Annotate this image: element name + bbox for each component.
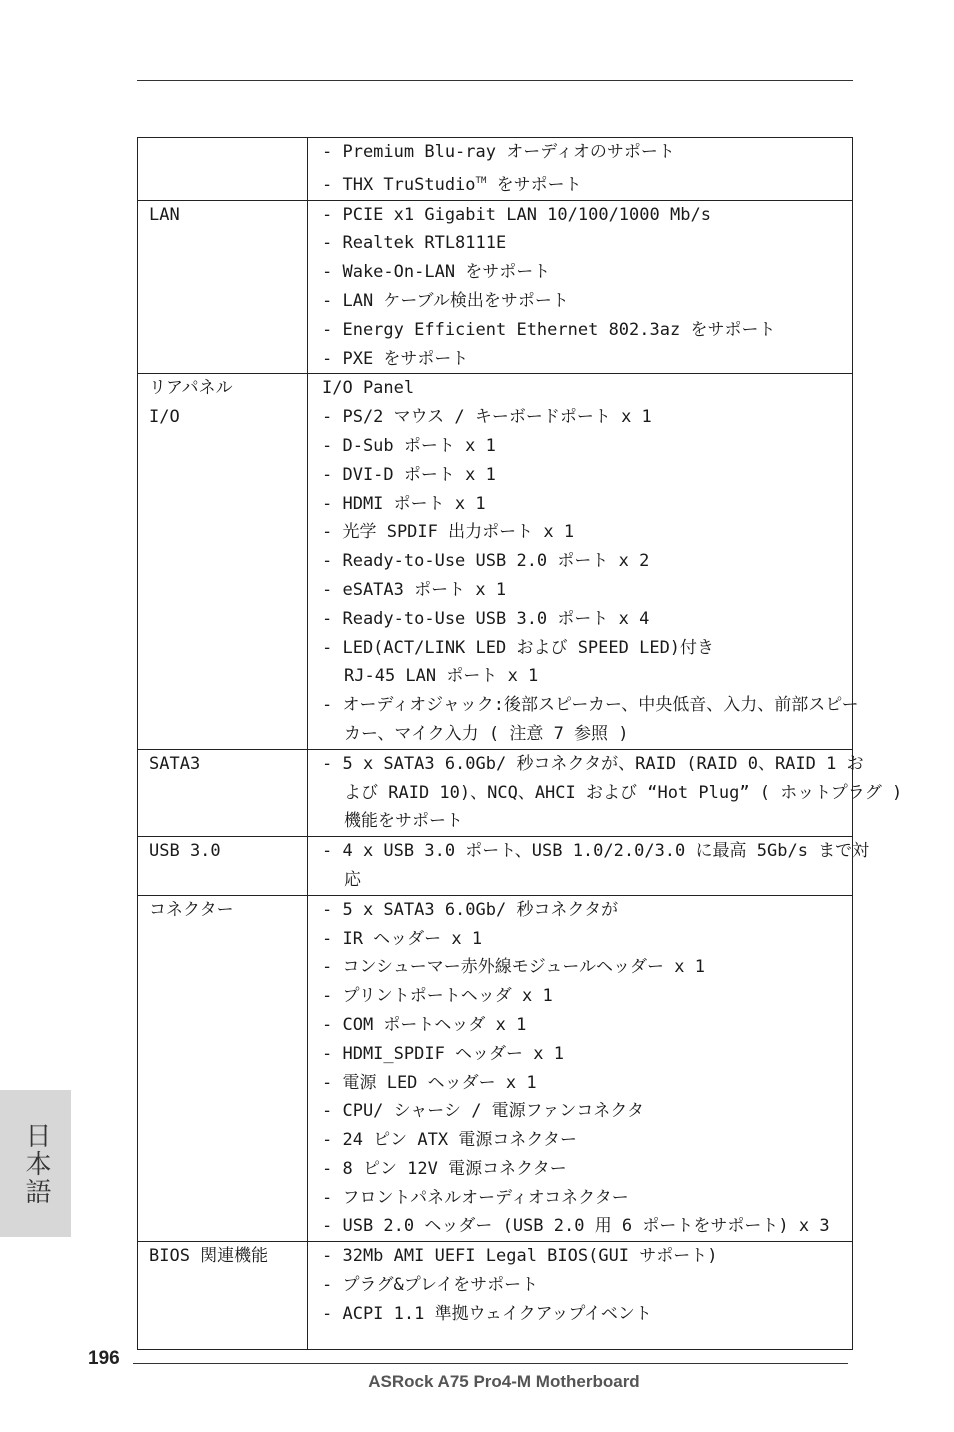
- bottom-rule: [133, 1363, 848, 1364]
- spec-line: - Energy Efficient Ethernet 802.3az をサポート: [322, 319, 776, 340]
- spec-line: - PS/2 マウス / キーボードポート x 1: [322, 407, 652, 428]
- spec-value-usb3: [308, 837, 870, 896]
- spec-line: カー、マイク入力 ( 注意 7 参照 ): [344, 723, 629, 744]
- table-row: [138, 138, 853, 201]
- table-row: [138, 1242, 853, 1349]
- spec-label-usb3: [138, 837, 308, 896]
- spec-value-sata3: [308, 749, 903, 836]
- spec-line: [322, 167, 848, 200]
- spec-line: I/O Panel: [322, 378, 415, 399]
- spec-label-bios: [138, 1242, 308, 1349]
- spec-label-audio-cont: [138, 138, 308, 201]
- spec-line: - 5 x SATA3 6.0Gb/ 秒コネクタが: [322, 899, 619, 920]
- spec-line: - ACPI 1.1 準拠ウェイクアップイベント: [322, 1303, 652, 1324]
- spec-value-audio-cont: [308, 138, 853, 201]
- spec-line: - PXE をサポート: [322, 348, 469, 369]
- spec-line: - Ready-to-Use USB 3.0 ポート x 4: [322, 608, 650, 629]
- spec-line: - USB 2.0 ヘッダー (USB 2.0 用 6 ポートをサポート) x 3: [322, 1216, 830, 1237]
- spec-value-io: [308, 374, 859, 749]
- spec-line-suffix: をサポート: [486, 174, 582, 195]
- spec-line: - COM ポートヘッダ x 1: [322, 1014, 527, 1035]
- spec-line: - HDMI ポート x 1: [322, 493, 486, 514]
- spec-value-lan: [308, 200, 853, 374]
- spec-label-connector: [138, 895, 308, 1242]
- spec-line: - LED(ACT/LINK LED および SPEED LED)付き: [322, 637, 715, 658]
- table-row: [138, 200, 853, 374]
- spec-value-connector: [308, 895, 853, 1242]
- spec-label-sata3: [138, 749, 308, 836]
- spec-line: - Wake-On-LAN をサポート: [322, 262, 551, 283]
- table-row: [138, 895, 853, 1242]
- spec-label-text: LAN: [149, 204, 180, 225]
- spec-line: - DVI-D ポート x 1: [322, 464, 496, 485]
- table-row: [138, 749, 853, 836]
- spec-line: - IR ヘッダー x 1: [322, 928, 483, 949]
- spec-label-text: コネクター: [149, 899, 234, 920]
- table-row: [138, 374, 853, 749]
- trademark-mark: TM: [475, 175, 487, 186]
- table-row: [138, 837, 853, 896]
- page-number: 196: [88, 1348, 120, 1369]
- spec-line: - 4 x USB 3.0 ポート、USB 1.0/2.0/3.0 に最高 5Gb/s まで対: [322, 841, 870, 862]
- spec-label-text: USB 3.0: [149, 841, 221, 862]
- spec-line: - CPU/ シャーシ / 電源ファンコネクタ: [322, 1101, 644, 1122]
- spec-line: - HDMI_SPDIF ヘッダー x 1: [322, 1043, 564, 1064]
- spec-label-lan: [138, 200, 308, 374]
- spec-label-text: リアパネル: [149, 378, 233, 399]
- spec-label-text: BIOS 関連機能: [149, 1246, 269, 1267]
- spec-line: 機能をサポート: [344, 811, 463, 832]
- spec-value-bios: [308, 1242, 853, 1349]
- spec-line: - eSATA3 ポート x 1: [322, 579, 507, 600]
- spec-line: よび RAID 10)、NCQ、AHCI および “Hot Plug” ( ホットプラグ ): [344, 782, 903, 803]
- language-tab-label: 日本語: [21, 1121, 51, 1206]
- spec-line: - コンシューマー赤外線モジュールヘッダー x 1: [322, 957, 705, 978]
- spec-line: - プリントポートヘッダ x 1: [322, 986, 553, 1007]
- spec-line: - 5 x SATA3 6.0Gb/ 秒コネクタが、RAID (RAID 0、RAID 1 お: [322, 753, 864, 774]
- spec-line: - Ready-to-Use USB 2.0 ポート x 2: [322, 551, 650, 572]
- spec-line: 応: [344, 869, 361, 890]
- spec-line: - Realtek RTL8111E: [322, 233, 507, 254]
- spec-line: - PCIE x1 Gigabit LAN 10/100/1000 Mb/s: [322, 204, 711, 225]
- language-side-tab: [0, 1090, 71, 1237]
- spec-line: - Premium Blu-ray オーディオのサポート: [322, 142, 675, 162]
- spec-line: - 光学 SPDIF 出力ポート x 1: [322, 522, 575, 543]
- spec-line: - フロントパネルオーディオコネクター: [322, 1187, 629, 1208]
- footer-title: ASRock A75 Pro4-M Motherboard: [368, 1372, 640, 1391]
- spec-line: - 24 ピン ATX 電源コネクター: [322, 1130, 578, 1151]
- spec-line: - 電源 LED ヘッダー x 1: [322, 1072, 537, 1093]
- spec-line: - プラグ&プレイをサポート: [322, 1275, 539, 1296]
- spec-line: - 32Mb AMI UEFI Legal BIOS(GUI サポート): [322, 1246, 718, 1267]
- spec-label-text: I/O: [149, 407, 180, 428]
- spec-line: - 8 ピン 12V 電源コネクター: [322, 1158, 567, 1179]
- spec-table: [137, 137, 903, 1350]
- spec-line: - オーディオジャック:後部スピーカー、中央低音、入力、前部スピー: [322, 695, 859, 716]
- spec-line: RJ-45 LAN ポート x 1: [344, 666, 539, 687]
- spec-label-io: [138, 374, 308, 749]
- spec-line: - LAN ケーブル検出をサポート: [322, 290, 569, 311]
- top-rule: [137, 80, 853, 81]
- spec-label-text: SATA3: [149, 753, 201, 774]
- spec-line-text: - THX TruStudio: [322, 174, 476, 195]
- spec-line: - D-Sub ポート x 1: [322, 435, 496, 456]
